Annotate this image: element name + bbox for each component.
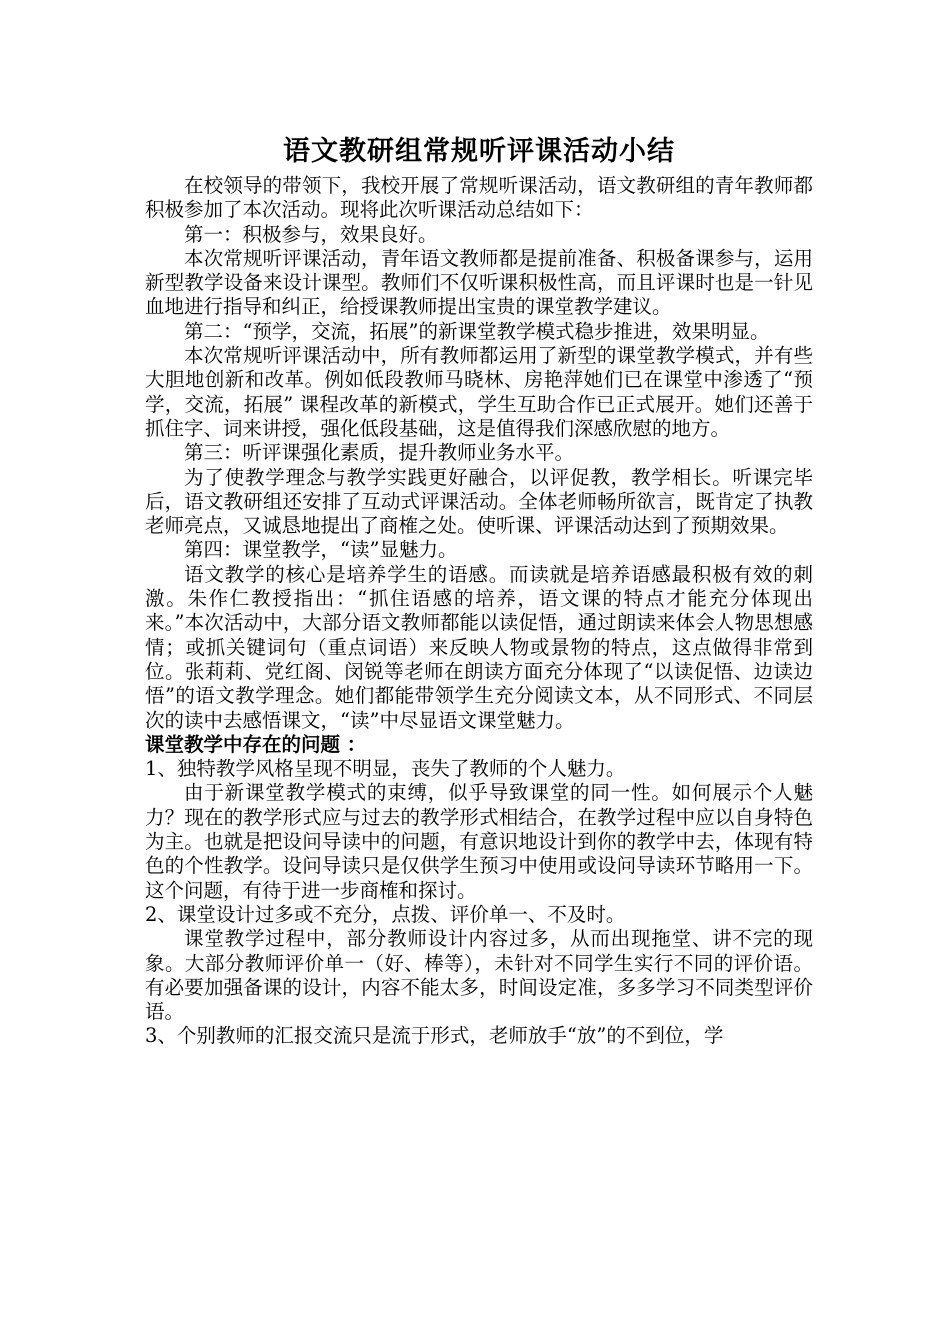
section-heading: 课堂教学中存在的问题 ： [145, 732, 367, 756]
paragraph: 第四：课堂教学，“读”显魅力。 [184, 538, 458, 562]
paragraph: 本次常规听评课活动中，所有教师都运用了新型的课堂教学模式，并有些大胆地创新和改革。例如低段教师马晓林、房艳萍她们已在课堂中渗透了“预学，交流，拓展” 课程改革的新模式，学生互助合作已正式展开。她们还善于抓住字、词来讲授，强化低段基础，这是值得我们深感欣慰的地方。 [145, 344, 813, 440]
paragraph: 2、课堂设计过多或不充分，点拨、评价单一、不及时。 [145, 902, 626, 926]
paragraph: 为了使教学理念与教学实践更好融合，以评促教，教学相长。听课完毕后，语文教研组还安排了互动式评课活动。全体老师畅所欲言，既肯定了执教老师亮点，又诚恳地提出了商榷之处。使听课、评课活动达到了预期效果。 [145, 465, 813, 538]
paragraph: 在校领导的带领下，我校开展了常规听课活动，语文教研组的青年教师都积极参加了本次活动。现将此次听课活动总结如下： [145, 174, 813, 222]
paragraph: 第一：积极参与，效果良好。 [184, 222, 438, 246]
paragraph: 1、独特教学风格呈现不明显，丧失了教师的个人魅力。 [145, 757, 626, 781]
document-title: 语文教研组常规听评课活动小结 [283, 136, 675, 167]
paragraph: 由于新课堂教学模式的束缚，似乎导致课堂的同一性。如何展示个人魅力？现在的教学形式应与过去的教学形式相结合，在教学过程中应以自身特色为主。也就是把设问导读中的问题，有意识地设计到你的教学中去，体现有特色的个性教学。设问导读只是仅供学生预习中使用或设问导读环节略用一下。这个问题，有待于进一步商榷和探讨。 [145, 781, 813, 902]
paragraph: 语文教学的核心是培养学生的语感。而读就是培养语感最积极有效的刺激。朱作仁教授指出：“抓住语感的培养，语文课的特点才能充分体现出来。”本次活动中，大部分语文教师都能以读促悟，通过朗读来体会人物思想感情；或抓关键词句（重点词语）来反映人物或景物的特点，这点做得非常到位。张莉莉、党红阁、闵锐等老师在朗读方面充分体现了“以读促悟、边读边悟”的语文教学理念。她们都能带领学生充分阅读文本，从不同形式、不同层次的读中去感悟课文，“读”中尽显语文课堂魅力。 [145, 562, 813, 732]
paragraph: 第二：“预学，交流，拓展”的新课堂教学模式稳步推进，效果明显。 [184, 319, 770, 343]
paragraph: 课堂教学过程中，部分教师设计内容过多，从而出现拖堂、讲不完的现象。大部分教师评价单一（好、棒等），未针对不同学生实行不同的评价语。有必要加强备课的设计，内容不能太多，时间设定准，多多学习不同类型评价语。 [145, 927, 813, 1024]
paragraph: 第三：听评课强化素质，提升教师业务水平。 [184, 441, 575, 465]
paragraph: 本次常规听评课活动，青年语文教师都是提前准备、积极备课参与，运用新型教学设备来设计课型。教师们不仅听课积极性高，而且评课时也是一针见血地进行指导和纠正，给授课教师提出宝贵的课堂教学建议。 [145, 246, 813, 319]
paragraph: 3、个别教师的汇报交流只是流于形式，老师放手“放”的不到位，学 [145, 1024, 724, 1048]
document-body [145, 174, 813, 1049]
document-page [145, 132, 813, 1049]
